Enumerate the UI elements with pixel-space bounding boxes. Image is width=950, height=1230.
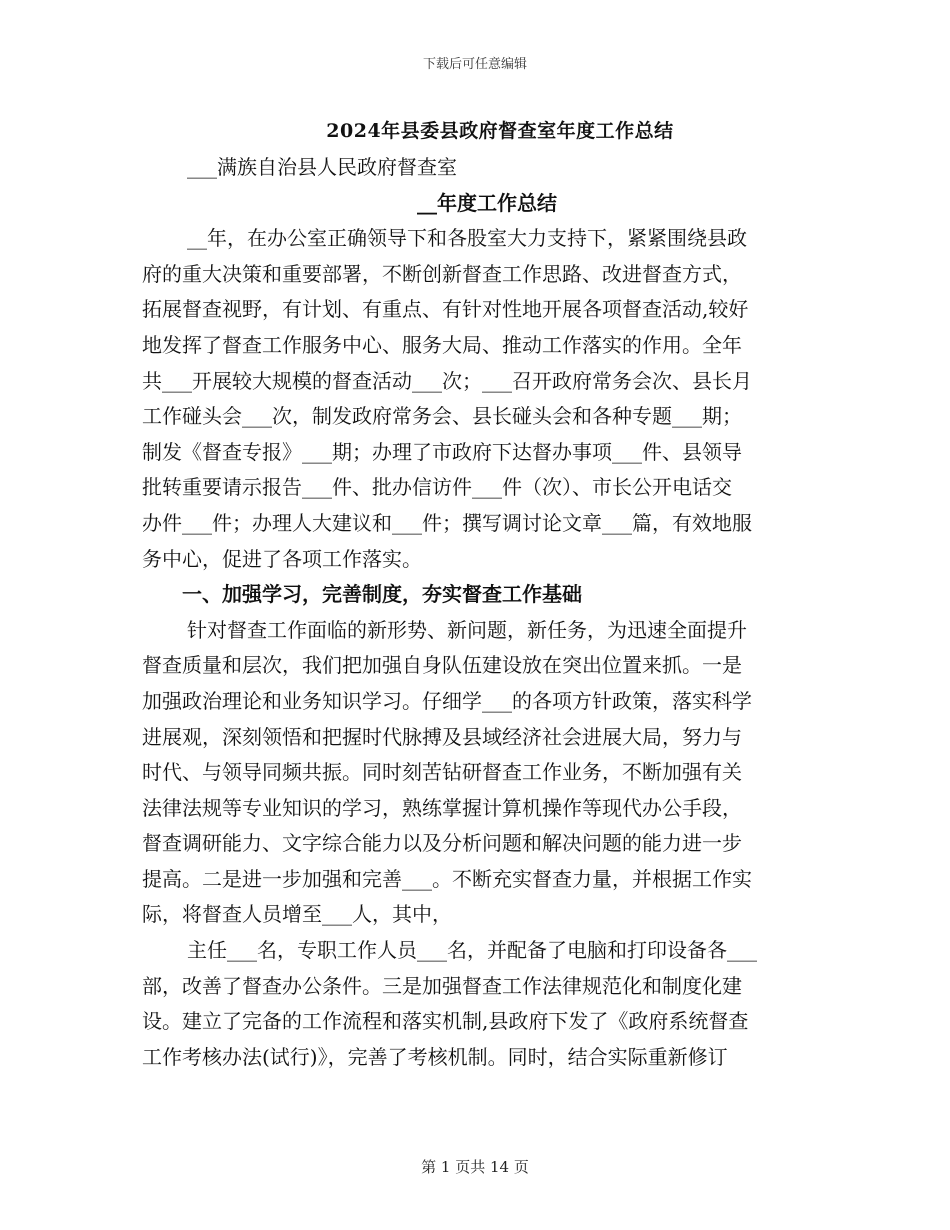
paragraph-line: 部，改善了督查办公条件。三是加强督查工作法律规范化和制度化建 xyxy=(142,973,742,998)
paragraph-line: 工作碰头会___次，制发政府常务会、县长碰头会和各种专题___期； xyxy=(142,404,742,429)
paragraph-line: 制发《督查专报》___期；办理了市政府下达督办事项___件、县领导 xyxy=(142,439,742,464)
section-heading: 一、加强学习，完善制度，夯实督查工作基础 xyxy=(182,582,582,607)
page-footer: 第 1 页共 14 页 xyxy=(421,1158,529,1176)
paragraph-line: __年，在办公室正确领导下和各股室大力支持下，紧紧围绕县政 xyxy=(187,226,747,251)
paragraph-line: 进展观，深刻领悟和把握时代脉搏及县域经济社会进展大局，努力与 xyxy=(142,724,742,749)
paragraph-line: 际，将督查人员增至___人，其中， xyxy=(142,902,452,927)
paragraph-line: 设。建立了完备的工作流程和落实机制,县政府下发了《政府系统督查 xyxy=(142,1009,749,1034)
document-subtitle: ___满族自治县人民政府督查室 xyxy=(187,155,457,179)
paragraph-line: 针对督查工作面临的新形势、新问题，新任务，为迅速全面提升 xyxy=(187,617,747,642)
paragraph-line: 主任___名，专职工作人员___名，并配备了电脑和打印设备各___ xyxy=(187,938,757,963)
document-title: 2024年县委县政府督查室年度工作总结 xyxy=(326,120,674,142)
paragraph-line: 批转重要请示报告___件、批办信访件___件（次）、市长公开电话交 xyxy=(142,475,732,500)
paragraph-line: 时代、与领导同频共振。同时刻苦钻研督查工作业务，不断加强有关 xyxy=(142,760,742,785)
paragraph-line: 督查调研能力、文字综合能力以及分析问题和解决问题的能力进一步 xyxy=(142,831,742,856)
paragraph-line: 拓展督查视野，有计划、有重点、有针对性地开展各项督查活动,较好 xyxy=(142,297,749,322)
paragraph-line: 办件___件；办理人大建议和___件；撰写调讨论文章___篇，有效地服 xyxy=(142,510,752,535)
paragraph-line: 共___开展较大规模的督查活动___次；___召开政府常务会次、县长月 xyxy=(142,368,752,393)
paragraph-line: 提高。二是进一步加强和完善___。不断充实督查力量，并根据工作实 xyxy=(142,866,752,891)
paragraph-line: 督查质量和层次，我们把加强自身队伍建设放在突出位置来抓。一是 xyxy=(142,653,742,678)
paragraph-line: 加强政治理论和业务知识学习。仔细学___的各项方针政策，落实科学 xyxy=(142,688,752,713)
paragraph-line: 法律法规等专业知识的学习，熟练掌握计算机操作等现代办公手段， xyxy=(142,795,742,820)
document-subheading: __年度工作总结 xyxy=(417,190,557,215)
document-body xyxy=(142,150,812,1075)
paragraph-line: 府的重大决策和重要部署，不断创新督查工作思路、改进督查方式， xyxy=(142,261,742,286)
paragraph-line: 地发挥了督查工作服务中心、服务大局、推动工作落实的作用。全年 xyxy=(142,332,742,357)
page-header: 下载后可任意编辑 xyxy=(422,57,527,72)
paragraph-line: 务中心，促进了各项工作落实。 xyxy=(142,546,422,571)
paragraph-line: 工作考核办法(试行)》，完善了考核机制。同时，结合实际重新修订 xyxy=(142,1044,728,1069)
